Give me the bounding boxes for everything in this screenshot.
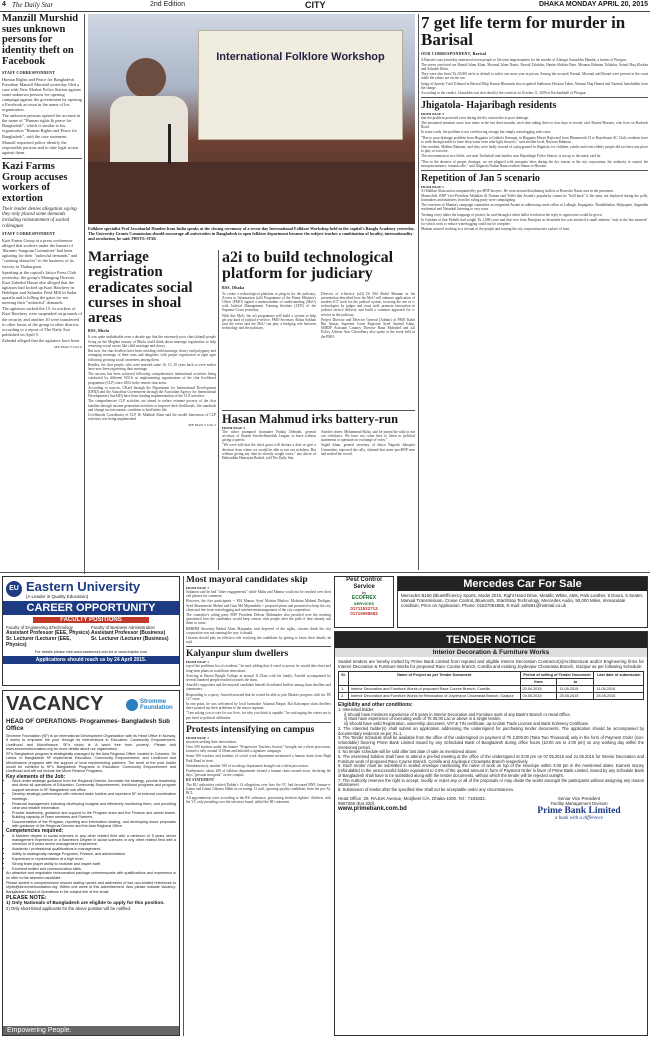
tender-notice-ad <box>334 631 648 1036</box>
eastern-university-ad <box>2 576 180 686</box>
pest-phone-1: 01711522713 <box>350 606 378 611</box>
column-rule <box>218 250 219 570</box>
left-column <box>2 14 82 574</box>
kazi-byline: STAFF CORRESPONDENT <box>2 231 56 237</box>
eu-subbanner: FACULTY POSITIONS <box>33 617 149 623</box>
pest-brand: ECOFREX <box>351 595 377 601</box>
workshop-banner-board <box>198 30 403 140</box>
barisal-headline: 7 get life term for murder in Barisal <box>421 14 626 50</box>
eu-header <box>3 577 179 601</box>
column-rule <box>418 14 419 570</box>
microphone <box>168 124 171 164</box>
tender-elig-title: Eligibility and other conditions: <box>338 702 413 708</box>
speaker-head <box>126 58 166 98</box>
mercedes-title: Mercedes Car For Sale <box>398 577 647 591</box>
marriage-headline: Marriage registration eradicates social curses in shoal areas <box>88 250 193 327</box>
divider <box>186 722 331 723</box>
tender-header-period: Period of selling of Tender Document <box>520 672 594 679</box>
vacancy-note-1: 1) Only Nationals of Bangladesh are eligible to apply for this position. <box>6 900 165 906</box>
edition-label: 2nd Edition <box>150 1 186 8</box>
eu-positions <box>3 625 179 648</box>
hasan-article <box>222 413 415 570</box>
divider <box>222 410 415 411</box>
tender-sig-1: Senior Vice President <box>557 795 601 801</box>
tender-table <box>338 671 644 700</box>
marriage-byline: BSS, Bhola <box>88 328 110 334</box>
manzill-body: Human Rights and Peace for Bangladesh President Manzill Murshid yesterday filed a case with New Market Police Station against some unknown persons for opening campaign against the government by opening a Facebook account in the name of his organisation. The unknown persons opened the account in the name of "Human rights & peace for Bangladesh", which is similar to his organisation "Human Rights and Peace for Bangladesh", said the case statement. Manzill requested police identify the responsible persons and to take legal action against them. <box>2 76 82 155</box>
prime-bank-tagline: a bank with a difference <box>554 815 604 821</box>
pest-control-ad <box>334 576 394 628</box>
protests-from: FROM PAGE 1 <box>186 735 209 740</box>
table-row: 2. Interior Decoration and Furniture Works for Renovation of Joydevpur Chowrasta Branch, Gazipur 04.05.2015 25.05.2015 25.05.2015 <box>339 693 644 700</box>
photo-caption: Folklore specialist Prof Jawaharlal Handoo from India speaks at the closing ceremony of a seven-day International Folklore Workshop held in the capital's Bangla Academy yesterday. The University Grants Commission should encourage all universities in Bangladesh to open folklore department because the subject teaches a combination of locality, internationality and secularism, he said. PHOTO: STAR <box>88 226 415 241</box>
barisal-byline: OUR CORRESPONDENT, Barisal <box>421 50 487 56</box>
jhigatola-body: that the problem persisted even during the dry season due to poor drainage. The unwanted situation arose four times in the last three months, each time taking three to four days to recede, said Ahmed Hossain, who lives on Badruch Road. In some roads, the problem is not overflowing sewage but simply waterlogging after rains. "Due to poor drainage problem from Hogpatta to Gabtola Jheengat, in Hagpatta Moore Rajia and from Dhanmondi 15 to Rayerbazar AC Club, residents have to walk through ankle to knee deep water even after light showers," said another local, Rezwan Rahman. One resident, Mahbur Rahman, said they were badly in need of a playground in Jhigatola, for children, youths and even elderly people did not have any place to play or exercise. The environment at two fields, one near Tavlinhuff and another near Hajaribagh Police Station, is not up to the mark, said he. "Due to the absence of proper drainage, we are plagued with mosquito bites during the dry season in the city corporation, the authority to control the mosquito menace, remains idle," said Jhigatola Nazim Rana resident Simon to Hossain. <box>421 115 648 168</box>
marriage-continued: SEE PAGE 5 COL 2 <box>187 423 216 428</box>
jan5-body: Al Mahbur Alam and accompanied by pro-BNP lawyers. He went around distributing leaflets at Bonoshri Nazar area in the pavement. Meanwhile, BNP Vice-President Abdullah Al Noman said Yellel that Awami's popularity cannot be "held back" if the army not deployed during the polls, lawmakers and ministers from the ruling party were campaigning. The convener of Mamin's campaign committee accompanied Awami in addressing street rallies in Lalbagh, Kopagaela, 'Shadabhadan, Shilpapani, Sugandha residential and Natunbal listening to very soon. Terming every halter the language of protest, he said through a silent ballot revolution the reply to oppression would be given. In Gulshan of that Mohilit had sought Tk 1,000 crore and that ever from Banijyan as Javardash but was attacked a small anteient "only at the last moment" for which work to reduce waterlogging could not be complete. Mamun assured working as a servant of the people and turning the city corporation into a place of trust. <box>421 188 648 232</box>
tender-footer <box>338 796 644 821</box>
dateline: DHAKA MONDAY APRIL 20, 2015 <box>538 1 648 8</box>
tender-website: www.primebank.com.bd <box>338 805 407 812</box>
candidates-from: FROM PAGE 1 <box>186 585 209 590</box>
divider <box>186 646 331 647</box>
column-rule <box>183 576 184 1036</box>
hasan-headline: Hasan Mahmud irks battery-run <box>222 413 399 426</box>
vacancy-please-note: PLEASE NOTE: <box>6 894 47 901</box>
page-number: 4 <box>2 1 6 8</box>
eu-banner: CAREER OPPORTUNITY <box>3 601 179 615</box>
stromme-logo-icon <box>126 699 138 711</box>
vacancy-ad <box>2 690 180 1036</box>
section-divider <box>0 572 650 573</box>
workshop-photo <box>88 14 415 224</box>
tender-subtitle: Interior Decoration & Furniture Works <box>335 648 647 657</box>
eu-pos1b: Sr. Lecturer /Lecturer (EEE, Physics) <box>6 636 72 648</box>
workshop-banner-text: International Folklore Workshop <box>216 51 385 63</box>
tender-header-to: to <box>557 679 594 686</box>
kalyanpur-headline: Kalyanpur slum dwellers <box>186 649 289 660</box>
mercedes-body: Mercedes B160 (BlueEfficiency Sports, Model 2010, Right Hand Drive, Metallic White, ABS, Park Leather, 5 Doors, 5 Seater, Manual Transmission, Cruise Control, Bluetooth, Start/Stop Technology, Mercedes Audio, 50,000 Miles, Immaculate condition, Price on Application. Phone: 01627054585, E-mail: ash591@hotmail.co.uk <box>401 593 644 608</box>
jan5-from: FROM PAGE 1 <box>421 184 444 189</box>
tender-header-last: Last date of submission <box>594 672 644 686</box>
tender-header-sl: SI. <box>339 672 349 686</box>
eu-pos1: Assistant Professor (EEE, Physics) <box>6 630 90 636</box>
pest-title: Pest Control Service <box>346 577 382 590</box>
jan5-headline: Repetition of Jan 5 scenario <box>421 173 540 185</box>
eu-fac1: Faculty of Engineering &Technology <box>6 625 73 630</box>
protests-headline: Protests intensifying on campus <box>186 724 315 735</box>
tender-sig-2: Facility Management Division <box>550 800 608 806</box>
kalyanpur-body: top of the problems list of residents," he said, adding that if voted to power, he would take short and long-term plans on road/drain renovation. Arriving at Hazrat Bangla College at around 11.35am with his family, Amrold accompanied by several hundred people reached towards the slum. Amrold's supporters and the mayoral candidate himself distributed leaflets among slum dwellers and commuters. Responding to a query, Amrold asserted that he would be able to join Dhaka's progress with his TK 117 crore. In one point, he was welcomed by local lawmaker Aslamul Haque. But Kalyanpur slum dwellers there pointed out their problems to the mayor aspirant. "I am asking you to care for our lives, for why you think is capable," he said urging the voters not to pay heed to political affiliation. <box>186 664 331 720</box>
hasan-from: FROM PAGE 3 <box>222 425 245 430</box>
middle-column <box>186 576 331 1036</box>
divider <box>2 158 82 159</box>
eu-deadline: Applications should reach us by 24 April 2015. <box>3 656 179 664</box>
kazi-continued: SEE PAGE 5 COL 6 <box>53 344 82 349</box>
right-column <box>421 14 648 570</box>
eu-pos2: Assistant Professor (Business) <box>91 630 166 636</box>
kazi-body: Kazi Farms Group at a press conference alleged that workers under the banner of 'Shramic Sangram Committee' had been agitating for their "unlawful demands" and "creating obstacles" to the business of its factory in Thakurgaon. Speaking at the capital's Jatiyo Press Club yesterday, the group's Managing Director Kazi Zahedul Hasan also alleged that the agitators had locked up Kazi Hatchery in Habibpur and Salandor Feed Mill in Sadar upazila and is killing the gates for not meeting their "unlawful" demands. The agitators sacked the 15, in workers of Kazi Hatchery were suspended on grounds of the security and another 10 were transferred to other farms of the group in other districts according to a report of The Daily Star published on April 5. Zahedul alleged that the agitators have been <box>2 238 82 343</box>
vacancy-title: VACANCY <box>6 693 104 715</box>
eu-note: For details please visit www.easternuni.edu.bd or www.bdjobs.com <box>34 650 148 654</box>
paper-name: The Daily Star <box>12 1 54 9</box>
a2i-article <box>222 250 415 408</box>
protests-body: situation seeking their intervention. Over 500 teachers under the banner "Progressive Teachers Society" brought out a silent procession, formed a rally around 11.00am and initiated a signature campaign. Some 500 teachers and students of social work department mentioned a human chain from Bagh Park Road in front. Simultaneously, another 350 of sociology department brought out a silent procession. Furthermore, about 200 of folklore department formed a human chain around noon, declaring the days "persona incognita" on the campus. RU STATEMENT The RU authorities refuted Dabbu's 14 allegations over how the VC had favoured BNP, Jamaat-e-Islami and Islami Chhatra Shibir in recruiting 13 staff, ignoring quality candidates from the pro-AL BCL. All appointments were according to the RU ordinance, prioritising freedom fighters' children, with the VC only presiding over the selection board, added the RU statement. <box>186 739 331 805</box>
tender-title: TENDER NOTICE <box>335 632 647 648</box>
pest-by: by <box>361 590 367 595</box>
eu-pos2b: Sr. Lecturer /Lecturer (Business) <box>91 636 169 642</box>
barisal-body: A Barisal court yesterday sentenced seven people to life term imprisonment for the murder of Alamgir Giasuddin Mandal, a farmer of Pirojpur. The seven convicted are Hamid Islam Khan, Mozmul Islam Naziri, Rezaul Talukdar, Hanim Shikder Bam, Mizanur Rahman Talukdar, Azizul Huq Khokan and Sohrabh Khan. They were also fined Tk 20,000 each, in default to suffer one more year in prison. Among the accused, Rezaul, Mozmul and Rezaul were present in the court while the others are on the run. Judge of Speedy Trial Tribunal in Barisal Dilip Kumar Bhowmik also acquitted Sukhawar Hossain Tuhin, Nazmul Huq Hamid and Nazmul Jamaluddin from the charge. According to the verdict, Giasuddin was shot dead by the convicts on October 11, 2009 at Kachuakhali of Pirojpur. <box>421 57 648 96</box>
kazi-headline: Kazi Farms Group accuses workers of extortion <box>2 160 68 205</box>
a2i-headline: a2i to build technological platform for judiciary <box>222 250 394 283</box>
masthead <box>0 0 650 12</box>
vacancy-note-2: 2) Only short-listed applicants for the above position will be notified. <box>6 905 131 911</box>
a2i-body: To create a technological platform or plug-in for the judiciary, Access to Information (a2i) Programme of the Prime Minister's Office (PMO) signed a memorandum of understanding (MoU) with Judicial Management Training Institute (JATI) of the Supreme Court yesterday. With this MoU, the a2i programme will build a system to help get any kind of judicial e-service. PMO Secretary Abdus Sobhan said the event said the MoU can play a bridging role between technology and the judiciary. Director of e-Service (a2i) Dr Md Abdul Mannan in his presentation described how the MoU will enhance application of modern ICT tools for the judicial system, focusing the use of e-technologies by judges and court staff, promote innovation in judicial service delivery and build a common approach for e-service in the judiciary. Project Director and Director General (Admin) of PMO Kabir Bin Anwar, Supreme Court Registrar Syed Aminul Islam, SIMDP Assistant Country Director Rana Mohshed and a2i Policy Adviser Anir Chowdhury also spoke at the event held in the PMO. <box>222 291 415 339</box>
photo-block <box>88 14 415 246</box>
mercedes-ad <box>397 576 648 628</box>
tender-intro: Sealed tenders are hereby invited by Prime Bank Limited from reputed and eligible Interior Decoration Contractor(s)/Architectural and/or Engineering firms for Interior Decoration & Furniture Works for proposed Race Course branch, Comilla and existing Joydevpur Chowrasta Branch, Gazipur as per following Schedule: <box>338 659 644 669</box>
a2i-byline: BSS, Dhaka <box>222 284 245 290</box>
vacancy-body: Stromme Foundation (SF) is an International Development Organization with its Head Office in Norway. It seeks to empower the poor through its interventions in Education, Community Empowerment, Livelihood and Microfinance. SF's vision is 'A world free from poverty'. Please visit www.strommefoundation.org for more details about our organisation. SF's Bangladesh program is strategically managed by the Asia Regional Office, located in Colombo, Sri Lanka. In Bangladesh SF implements Education, Community Empowerment, and Livelihood and Microfinance programs with the support of local implementing partners. The remit of the post holder would be confined to SF's Bangladesh Programs in Education, Community Empowerment and Livelihood and will not include the Micro Finance Programs. Key elements of the Job: • Work under strategic guidance from the Regional Director, formulate the strategy, provide leadership and direct all operations of Education, Community Empowerment, livelihood programs and program support services in SF Bangladesh sub office. • Develop strategic partnerships with relevant stake holders and represent SF at external coordination meetings. • Financial management including developing budgets and effectively monitoring them, and providing clear and reliable information. • Provide leadership, guidance and support to the Program team and the Finance and admin teams. Building capacity of Team members and Partners. • Documentation of the Program, reporting and information sharing, and developing donor proposals with guidance of the Regional Director and the Asia Regional Office. Competencies required: • A Masters degree in social sciences or any other related field with a minimum of 5 years senior management experience or a Bachelors Degree in social sciences or any other related field with a minimum of 8 years senior management experience. • Academic / professional qualifications in management. • Ability to strategically manage Programs, Finance, and administration. • Experience in representation at a high level. • Strong team player ability to motivate and inspire staff. • Excellent written and communication skills. An attractive and negotiable remuneration package commensurate with qualifications and experience is on offer to the selected candidate. Please submit a comprehensive resume stating names and addresses of two non-related references to sfjobs@strommefoundation.org. Within one week of this advertisement. Also please indicate Vacancy: Bangladesh-Head of Operations in the subject line of the email. <box>6 734 176 894</box>
kalyanpur-from: FROM PAGE 1 <box>186 660 209 665</box>
eu-tagline: (A Leader in Quality Education) <box>26 594 89 599</box>
marriage-article <box>88 250 216 570</box>
manzill-headline: Manzill Murshid sues unknown persons for identity theft on Facebook <box>2 14 79 67</box>
column-rule <box>84 14 85 574</box>
marriage-body: It was quite unthinkable even a decade ago that the extremely poor char (island) people living on the Meghna estuary of Bhola could think about marriage registration to help removing social curses like child marriage and dowry. But now, the char dwellers have been avoiding child marriage, dowry and polygamy and arranging marriage of their sons and daughters with proper registration at right ages following growing social awareness among them. Besides, the char people, who were married some 10, 15, 20 years back or even earlier have now been registering their marriage. The success has been achieved following comprehensive institutional activities being conducted by different NGOs as implementing organisations of the char livelihood programme (CLP) since 2004 in the remote char areas. According to sources, UKaid through the Department for International Development (DFID) and the Australian Government through the Australian Agency for International Development (AusAID) have been funding implementation of the CLP activities. The comprehensive CLP activities are aimed to reduce extreme poverty of the char families through income generation activities to improve their livelihoods, life standards and change socioeconomic condition to lead better life. Livelihoods Coordinator of CLP Dr Mahbub Alam said the model dimension of CLP activities was being implemented <box>88 335 216 422</box>
jhigatola-from: FROM PAGE 3 <box>421 111 444 116</box>
hasan-body: The ticket prompted lawmaker Pankaj Debnath, general secretary of Swarm Swechchhasebak League, to leave without giving a speech. "We were told that the chief guest will declare a date or give a decision from where we would be able to run our rickshaw. But without giving any date he silently sought votes," one driver of Hafizuddin Humayun Rashid, told The Daily Star. Another driver, Mohammad Rafiq, said he joined the rally to run our rickshaws. We have not come here to listen to political statements or questions in exchange of votes." Sajjad Islam, general secretary of Jatiyo Nagorik Juktajeet Committee, expected the rally, claimed that some pro-BNP men had misled the crowd. <box>222 429 415 460</box>
stromme-logo: Stromme Foundation <box>126 699 176 711</box>
stage-front <box>88 162 415 224</box>
eu-name: Eastern University <box>26 579 141 594</box>
jhigatola-headline: Jhigatola- Hajaribagh residents <box>421 100 557 112</box>
candidates-headline: Most mayoral candidates skip <box>186 576 308 585</box>
candidates-body: Sultanan said he had "other engagements" while Maliu and Mamur could not be reached over their cell phones for comment. However, the five participants -- MA Manan, Syed Mohsin Bhalow, Mohsinn Mahmd Dudigan, Syed Sharmenche Mehed and Gazi Md Mijanuddin -- proposed plans and promised to keep the city clean and free from waterlogging and extreme mismanagement of the city corporation. The counselor's ruling party BNP President Delwar Mahmadee also presided over the meeting questioned how the candidates would keep contact with people after the polls if they already ask them to come. BRHHM Secretary Badiul Alam Majumdar said deprived of the rights, citizens think the city corporation was not running the way it should. Citizens should play an effective role verifying the candidates by getting to know their details, he said. <box>186 589 331 645</box>
eu-fac2: Faculty of Business Administration <box>91 625 155 630</box>
pest-services: SERVICES <box>353 601 375 606</box>
divider <box>421 97 648 98</box>
section-label: CITY <box>305 0 326 10</box>
tender-conditions: 1. Interested bidder: i) Should have minimum experience of 5 years in Interior Decoration and Furniture work of any Bank's Branch or Head Office. ii) Must have experience of executing work of Tk 35.00 Lac or above in a single tender. iii) Should have valid Registration, ownership document, VAT & TIN certificate, up-to-date Trade License and Bank Solvency Certificate. 2. The intended bidder(s) shall submit an application addressing the undersigned for purchasing tender documents. The application should be accompanied by documentary evidence as per SL.1. 3. The Tender Schedule shall be available from the office of the undersigned on payment of Tk 2,000.00 (Taka Two Thousand) only in the form of Payment Order (non-refundable) favoring Prime Bank Limited issued by any Scheduled Bank of Bangladesh during office hours (10:00 am to 4:00 pm) on any working day within the mentioned period. 4. No tender schedule will be sold after last date of sale as mentioned above. 5. The interested bidders shall have to attend a pre-bid meeting at the office of the undersigned at 3:00 pm on 07.05.2015 and 21.05.2015 for Interior Decoration and Furniture work of proposed Race Course Branch, Comilla and Joydevpur Chowrasta Branch respectively. 6. Each tender must be submitted in sealed envelope mentioning the name of work on top of the envelope within 3.00 pm in the mentioned dates. Earnest money (refundable) to the unsuccessful bidder equivalent to 2.5% of the quoted amount in form of Payment Order in favor of Prime Bank Limited, issued by any Schedule Bank of Bangladesh shall have to be submitted along with the tender documents, without which the tender will be rejected outright. 7. The Authority reserves the right to accept, modify or reject any or all of the proposals or may divide the works amongst the participants without assigning any reason whatsoever. 8. Submission of tender after the specified time shall not be acceptable under any circumstances. <box>338 707 644 792</box>
tender-header-from: from <box>520 679 557 686</box>
vacancy-header <box>6 693 176 716</box>
kazi-deck: Their leader denies allegation saying they only placed some demands including reinstatement of sacked colleagues <box>2 206 77 229</box>
table-row: 1. Interior Decoration and Furniture Works of proposed Race Course Branch, Comilla. 20.04.2015 11.05.2015 11.05.2015 <box>339 686 644 693</box>
manzill-byline: STAFF CORRESPONDENT <box>2 69 56 75</box>
pest-phone-2: 01715598683 <box>350 611 378 616</box>
divider <box>421 170 648 171</box>
tender-address: Head Office, 29, RAJUK Avenue, Motijheel C/A, Dhaka-1000. Tel : 7181832, 9567265 (Ext.320) <box>338 795 486 806</box>
vacancy-head: HEAD OF OPERATIONS- Programmes- Bangladesh Sub Office <box>6 718 170 732</box>
vacancy-slogan: Empowering People. <box>3 1026 179 1035</box>
tender-header-name: Name of Project as per Tender Document <box>348 672 520 686</box>
eu-logo-icon: EU <box>6 581 22 597</box>
prime-bank-logo: Prime Bank Limited <box>537 805 621 816</box>
